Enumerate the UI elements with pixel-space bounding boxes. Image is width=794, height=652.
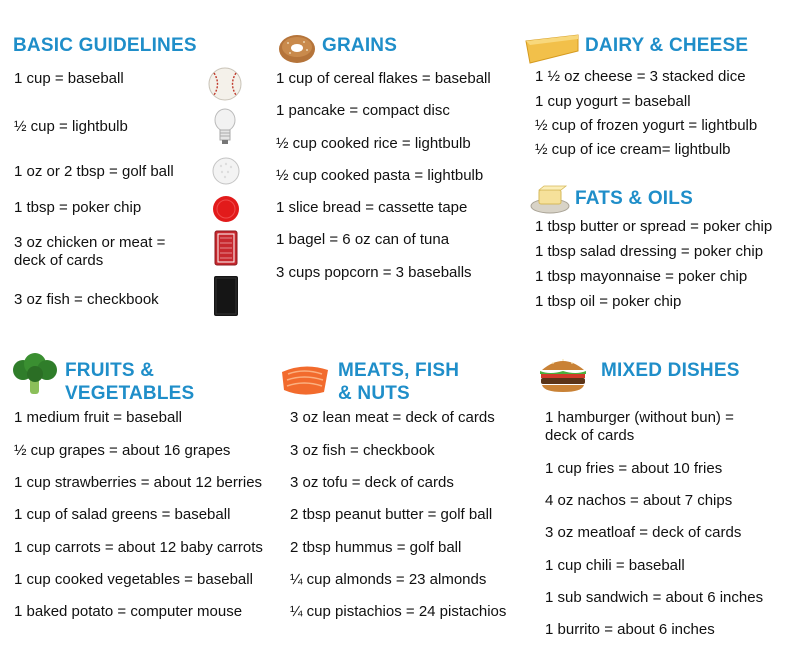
grains-item-7: 3 cups popcorn = 3 baseballs xyxy=(276,264,472,281)
grains-item-6: 1 bagel = 6 oz can of tuna xyxy=(276,231,450,248)
checkbook-icon xyxy=(213,275,239,317)
grains-item-1: 1 cup of cereal flakes = baseball xyxy=(276,70,491,87)
broccoli-icon xyxy=(10,352,60,396)
baseball-icon xyxy=(207,66,243,102)
grains-title: GRAINS xyxy=(322,35,398,56)
mixed-item-7: 1 burrito = about 6 inches xyxy=(545,621,715,638)
dairy-title: DAIRY & CHEESE xyxy=(585,35,749,56)
lightbulb-icon xyxy=(214,108,236,146)
fruits-item-3: 1 cup strawberries = about 12 berries xyxy=(14,474,263,491)
poker-chip-icon xyxy=(212,195,240,223)
mixed-item-2: 1 cup fries = about 10 fries xyxy=(545,460,723,477)
dairy-item-2: 1 cup yogurt = baseball xyxy=(535,93,691,110)
meats-item-5: 2 tbsp hummus = golf ball xyxy=(290,539,462,556)
fats-item-1: 1 tbsp butter or spread = poker chip xyxy=(535,218,773,235)
golf-ball-icon xyxy=(211,156,241,186)
basic-item-5: 3 oz chicken or meat = deck of cards xyxy=(14,234,166,269)
fruits-title-line2: VEGETABLES xyxy=(65,383,195,404)
meats-item-6: ¼ cup almonds = 23 almonds xyxy=(290,571,487,588)
meats-title-line1: MEATS, FISH xyxy=(338,360,460,381)
fats-item-3: 1 tbsp mayonnaise = poker chip xyxy=(535,268,748,285)
meats-item-1: 3 oz lean meat = deck of cards xyxy=(290,409,495,426)
salmon-icon xyxy=(278,362,332,398)
fats-item-4: 1 tbsp oil = poker chip xyxy=(535,293,682,310)
fats-title: FATS & OILS xyxy=(575,188,693,209)
hamburger-icon xyxy=(538,354,588,394)
grains-item-5: 1 slice bread = cassette tape xyxy=(276,199,468,216)
meats-item-7: ¼ cup pistachios = 24 pistachios xyxy=(290,603,507,620)
fruits-title-line1: FRUITS & xyxy=(65,360,155,381)
mixed-item-1: 1 hamburger (without bun) = deck of cards xyxy=(545,409,734,444)
mixed-item-5: 1 cup chili = baseball xyxy=(545,557,685,574)
fruits-item-5: 1 cup carrots = about 12 baby carrots xyxy=(14,539,263,556)
mixed-item-4: 3 oz meatloaf = deck of cards xyxy=(545,524,742,541)
meats-item-2: 3 oz fish = checkbook xyxy=(290,442,435,459)
bagel-icon xyxy=(278,33,316,65)
basic-item-3: 1 oz or 2 tbsp = golf ball xyxy=(14,163,174,180)
mixed-item-3: 4 oz nachos = about 7 chips xyxy=(545,492,733,509)
fruits-item-4: 1 cup of salad greens = baseball xyxy=(14,506,231,523)
meats-item-4: 2 tbsp peanut butter = golf ball xyxy=(290,506,493,523)
mixed-title: MIXED DISHES xyxy=(601,360,740,381)
fruits-item-7: 1 baked potato = computer mouse xyxy=(14,603,243,620)
dairy-item-4: ½ cup of ice cream= lightbulb xyxy=(535,141,731,158)
grains-item-2: 1 pancake = compact disc xyxy=(276,102,450,119)
basic-item-6: 3 oz fish = checkbook xyxy=(14,291,159,308)
basic-item-2: ½ cup = lightbulb xyxy=(14,118,128,135)
basic-item-1: 1 cup = baseball xyxy=(14,70,124,87)
fruits-item-6: 1 cup cooked vegetables = baseball xyxy=(14,571,253,588)
grains-item-3: ½ cup cooked rice = lightbulb xyxy=(276,135,471,152)
fruits-item-2: ½ cup grapes = about 16 grapes xyxy=(14,442,231,459)
meats-item-3: 3 oz tofu = deck of cards xyxy=(290,474,454,491)
meats-title-line2: & NUTS xyxy=(338,383,410,404)
mixed-item-6: 1 sub sandwich = about 6 inches xyxy=(545,589,764,606)
fruits-item-1: 1 medium fruit = baseball xyxy=(14,409,183,426)
deck-of-cards-icon xyxy=(214,230,238,266)
dairy-item-1: 1 ½ oz cheese = 3 stacked dice xyxy=(535,68,746,85)
grains-item-4: ½ cup cooked pasta = lightbulb xyxy=(276,167,484,184)
basic-item-4: 1 tbsp = poker chip xyxy=(14,199,142,216)
fats-item-2: 1 tbsp salad dressing = poker chip xyxy=(535,243,764,260)
dairy-item-3: ½ cup of frozen yogurt = lightbulb xyxy=(535,117,758,134)
basic-guidelines-title: BASIC GUIDELINES xyxy=(13,35,197,56)
cheese-wedge-icon xyxy=(524,31,580,65)
butter-dish-icon xyxy=(530,182,570,214)
